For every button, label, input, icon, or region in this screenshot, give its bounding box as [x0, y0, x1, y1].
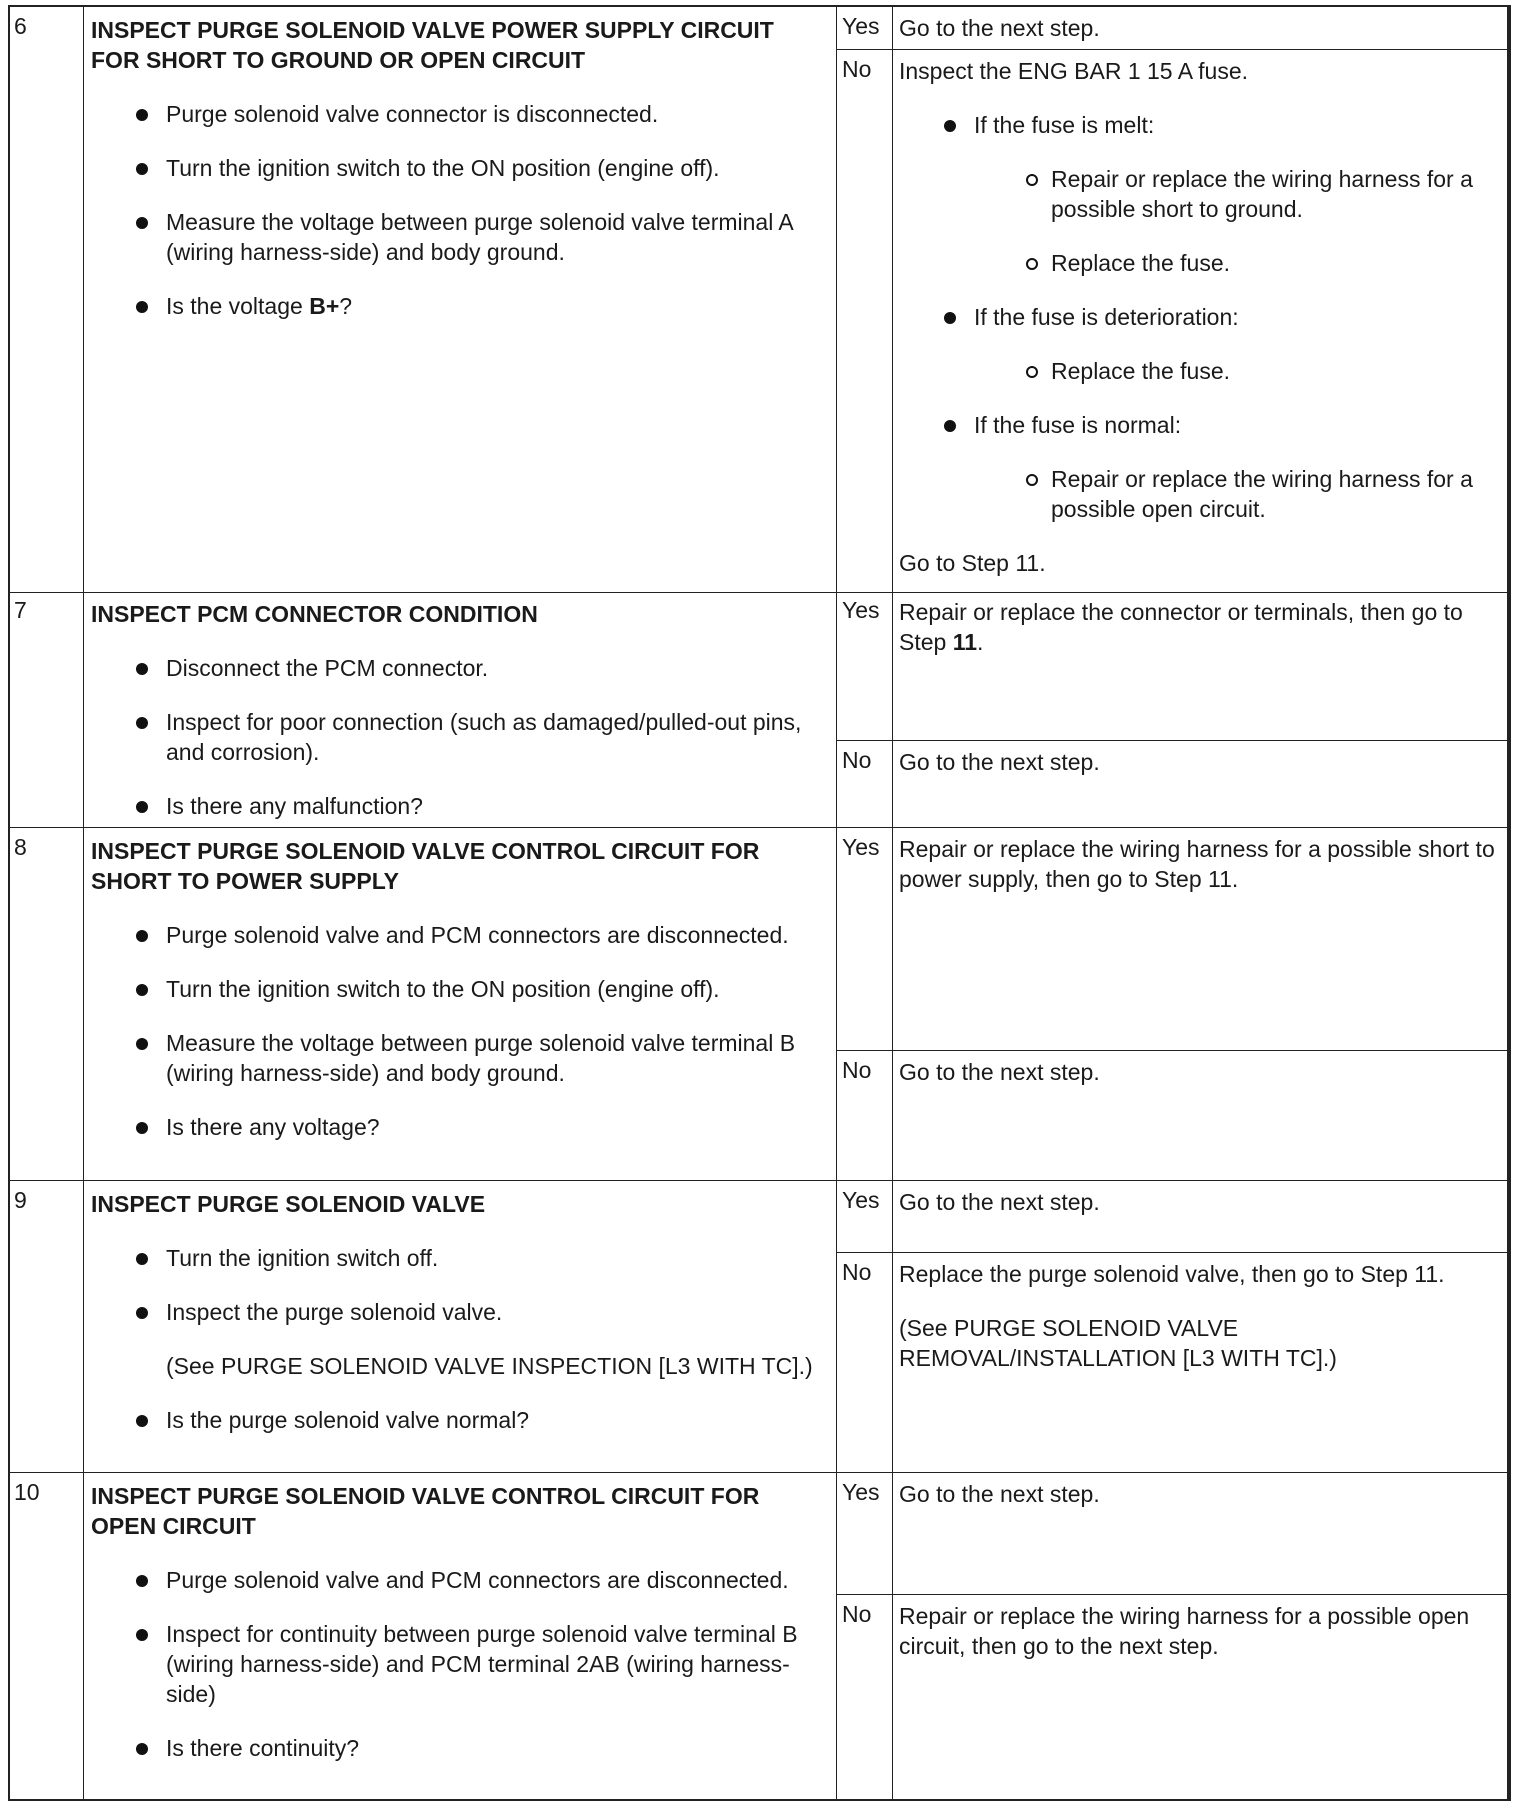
yes-label: Yes	[837, 1181, 893, 1252]
procedure-item: Inspect the purge solenoid valve.	[91, 1297, 828, 1327]
fuse-case	[899, 110, 1503, 140]
step-row-6	[8, 5, 1511, 593]
result-column	[837, 591, 1511, 828]
result-column	[837, 7, 1511, 593]
no-row	[837, 741, 1509, 828]
no-action-note: (See PURGE SOLENOID VALVE REMOVAL/INSTALLATION [L3 WITH TC].)	[899, 1315, 1337, 1371]
no-label: No	[837, 50, 893, 592]
no-intro: Inspect the ENG BAR 1 15 A fuse.	[899, 58, 1249, 84]
step-procedure	[84, 1181, 837, 1473]
no-row	[837, 1595, 1509, 1801]
procedure-note: (See PURGE SOLENOID VALVE INSPECTION [L3 WITH TC].)	[166, 1353, 813, 1379]
result-column	[837, 828, 1511, 1181]
fuse-case-text: If the fuse is melt:	[974, 112, 1155, 138]
procedure-item: Purge solenoid valve connector is disconnected.	[91, 99, 828, 129]
step-title: INSPECT PCM CONNECTOR CONDITION	[91, 601, 538, 627]
step-row-10	[8, 1473, 1511, 1801]
procedure-item: Turn the ignition switch to the ON position (engine off).	[91, 153, 828, 183]
yes-label: Yes	[837, 1473, 893, 1594]
no-action: Go to the next step.	[899, 1059, 1100, 1085]
no-label: No	[837, 1595, 893, 1800]
no-action	[893, 50, 1509, 592]
result-column	[837, 1181, 1511, 1473]
yes-action: Go to the next step.	[899, 1481, 1100, 1507]
no-action: Go to the next step.	[899, 749, 1100, 775]
no-action-text: Replace the purge solenoid valve, then go to Step 11.	[899, 1261, 1445, 1287]
yes-action	[893, 591, 1509, 740]
no-row	[837, 1051, 1509, 1181]
no-action: Repair or replace the wiring harness for a possible open circuit, then go to the next step.	[899, 1603, 1470, 1659]
step-title: INSPECT PURGE SOLENOID VALVE	[91, 1191, 486, 1217]
procedure-item: Inspect for poor connection (such as damaged/pulled-out pins, and corrosion).	[91, 707, 828, 767]
step-procedure	[84, 591, 837, 828]
yes-label: Yes	[837, 591, 893, 740]
procedure-question: Is there any voltage?	[91, 1112, 828, 1142]
yes-action-text: Repair or replace the connector or terminals, then go to Step	[899, 599, 1463, 655]
step-number: 9	[10, 1181, 84, 1473]
yes-action: Repair or replace the wiring harness for a possible short to power supply, then go to Step 11.	[899, 836, 1495, 892]
fuse-case-text: If the fuse is deterioration:	[974, 304, 1239, 330]
yes-action: Go to the next step.	[899, 1189, 1100, 1215]
step-title: INSPECT PURGE SOLENOID VALVE CONTROL CIRCUIT FOR SHORT TO POWER SUPPLY	[91, 838, 760, 894]
no-label: No	[837, 1253, 893, 1472]
step-title: INSPECT PURGE SOLENOID VALVE CONTROL CIRCUIT FOR OPEN CIRCUIT	[91, 1483, 760, 1539]
procedure-question: Is the purge solenoid valve normal?	[91, 1405, 828, 1435]
yes-row	[837, 828, 1509, 1051]
yes-label: Yes	[837, 828, 893, 1050]
fuse-sub-item: Replace the fuse.	[899, 356, 1503, 386]
procedure-question: Is there continuity?	[91, 1733, 828, 1763]
procedure-item: Turn the ignition switch off.	[91, 1243, 828, 1273]
question-suffix: ?	[339, 293, 353, 319]
yes-row	[837, 1473, 1509, 1595]
no-action	[893, 1253, 1509, 1472]
step-row-9	[8, 1181, 1511, 1473]
yes-row	[837, 7, 1509, 50]
yes-action-suffix: .	[977, 629, 984, 655]
no-row	[837, 50, 1509, 593]
step-number: 6	[10, 7, 84, 593]
step-row-8	[8, 828, 1511, 1181]
no-label: No	[837, 741, 893, 827]
no-row	[837, 1253, 1509, 1473]
procedure-item: Turn the ignition switch to the ON position (engine off).	[91, 974, 828, 1004]
procedure-item: Inspect for continuity between purge solenoid valve terminal B (wiring harness-side) and PCM terminal 2AB (wiring harness-side)	[91, 1619, 828, 1709]
procedure-question	[91, 291, 828, 321]
yes-row	[837, 591, 1509, 741]
procedure-item: Measure the voltage between purge solenoid valve terminal B (wiring harness-side) and body ground.	[91, 1028, 828, 1088]
fuse-case	[899, 302, 1503, 332]
step-procedure	[84, 7, 837, 593]
no-label: No	[837, 1051, 893, 1180]
result-column	[837, 1473, 1511, 1801]
yes-action-bold: 11	[952, 629, 978, 655]
procedure-item: Purge solenoid valve and PCM connectors are disconnected.	[91, 1565, 828, 1595]
procedure-item: Purge solenoid valve and PCM connectors are disconnected.	[91, 920, 828, 950]
step-procedure	[84, 828, 837, 1181]
fuse-case	[899, 410, 1503, 440]
step-row-7	[8, 591, 1511, 828]
yes-label: Yes	[837, 7, 893, 49]
step-number: 8	[10, 828, 84, 1181]
no-outro: Go to Step 11.	[899, 550, 1046, 576]
yes-action: Go to the next step.	[899, 15, 1100, 41]
fuse-sub-item: Replace the fuse.	[899, 248, 1503, 278]
procedure-item: Disconnect the PCM connector.	[91, 653, 828, 683]
procedure-item: Measure the voltage between purge solenoid valve terminal A (wiring harness-side) and body ground.	[91, 207, 828, 267]
question-bold: B+	[309, 293, 340, 319]
procedure-question: Is there any malfunction?	[91, 791, 828, 821]
question-text: Is the voltage	[166, 293, 310, 319]
yes-row	[837, 1181, 1509, 1253]
step-number: 7	[10, 591, 84, 828]
step-procedure	[84, 1473, 837, 1801]
fuse-sub-item: Repair or replace the wiring harness for a possible short to ground.	[899, 164, 1503, 224]
step-title: INSPECT PURGE SOLENOID VALVE POWER SUPPLY CIRCUIT FOR SHORT TO GROUND OR OPEN CIRCUIT	[91, 17, 774, 73]
fuse-sub-item: Repair or replace the wiring harness for a possible open circuit.	[899, 464, 1503, 524]
fuse-case-text: If the fuse is normal:	[974, 412, 1182, 438]
step-number: 10	[10, 1473, 84, 1801]
